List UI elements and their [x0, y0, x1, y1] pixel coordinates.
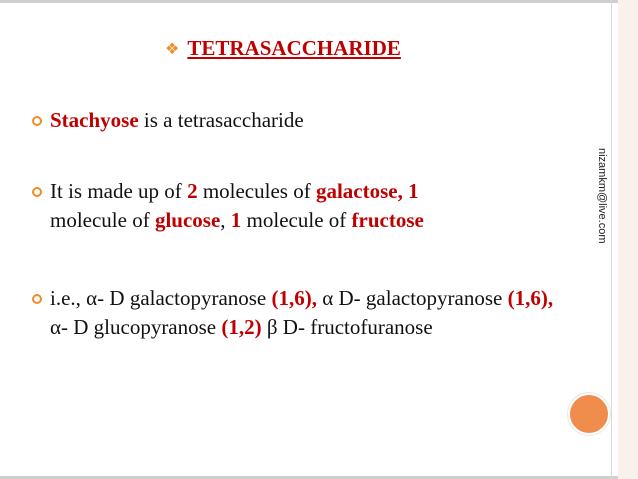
bullet-text	[50, 177, 565, 235]
highlight-run: (1,6),	[507, 286, 554, 310]
highlight-run: (1,2)	[221, 315, 262, 339]
text-run: β D- fructofuranose	[261, 315, 433, 339]
bullet-item-3	[32, 284, 565, 342]
side-strip	[618, 0, 638, 479]
highlight-run: fructose	[351, 208, 424, 232]
slide-title	[165, 36, 401, 61]
text-run: is a tetrasaccharide	[138, 108, 304, 132]
ring-bullet-icon	[32, 116, 42, 126]
side-divider-line	[611, 0, 612, 479]
highlight-run: 2	[187, 179, 198, 203]
text-run: α- D glucopyranose	[50, 315, 222, 339]
orange-circle-decoration	[568, 393, 610, 435]
text-run: ,	[220, 208, 231, 232]
bullet-text	[50, 284, 565, 342]
bullet-item-1	[32, 106, 565, 135]
highlight-run: (1,6),	[271, 286, 318, 310]
text-run: molecule of	[50, 208, 155, 232]
diamond-bullet-icon: ❖	[165, 40, 180, 58]
highlight-run: 1	[230, 208, 242, 232]
bullet-text	[50, 106, 565, 135]
top-border	[0, 0, 638, 3]
ring-bullet-icon	[32, 187, 42, 197]
bullet-item-2	[32, 177, 565, 235]
text-run: molecule of	[241, 208, 352, 232]
text-run: molecules of	[197, 179, 316, 203]
highlight-run: glucose	[154, 208, 221, 232]
text-run: i.e., α- D galactopyranose	[50, 286, 272, 310]
ring-bullet-icon	[32, 294, 42, 304]
text-run: α D- galactopyranose	[317, 286, 508, 310]
text-run: It is made up of	[50, 179, 188, 203]
highlight-run: galactose, 1	[315, 179, 419, 203]
title-text: TETRASACCHARIDE	[187, 36, 401, 60]
stachyose-term: Stachyose	[50, 108, 139, 132]
watermark-email: nizamkm@live.com	[596, 148, 608, 244]
